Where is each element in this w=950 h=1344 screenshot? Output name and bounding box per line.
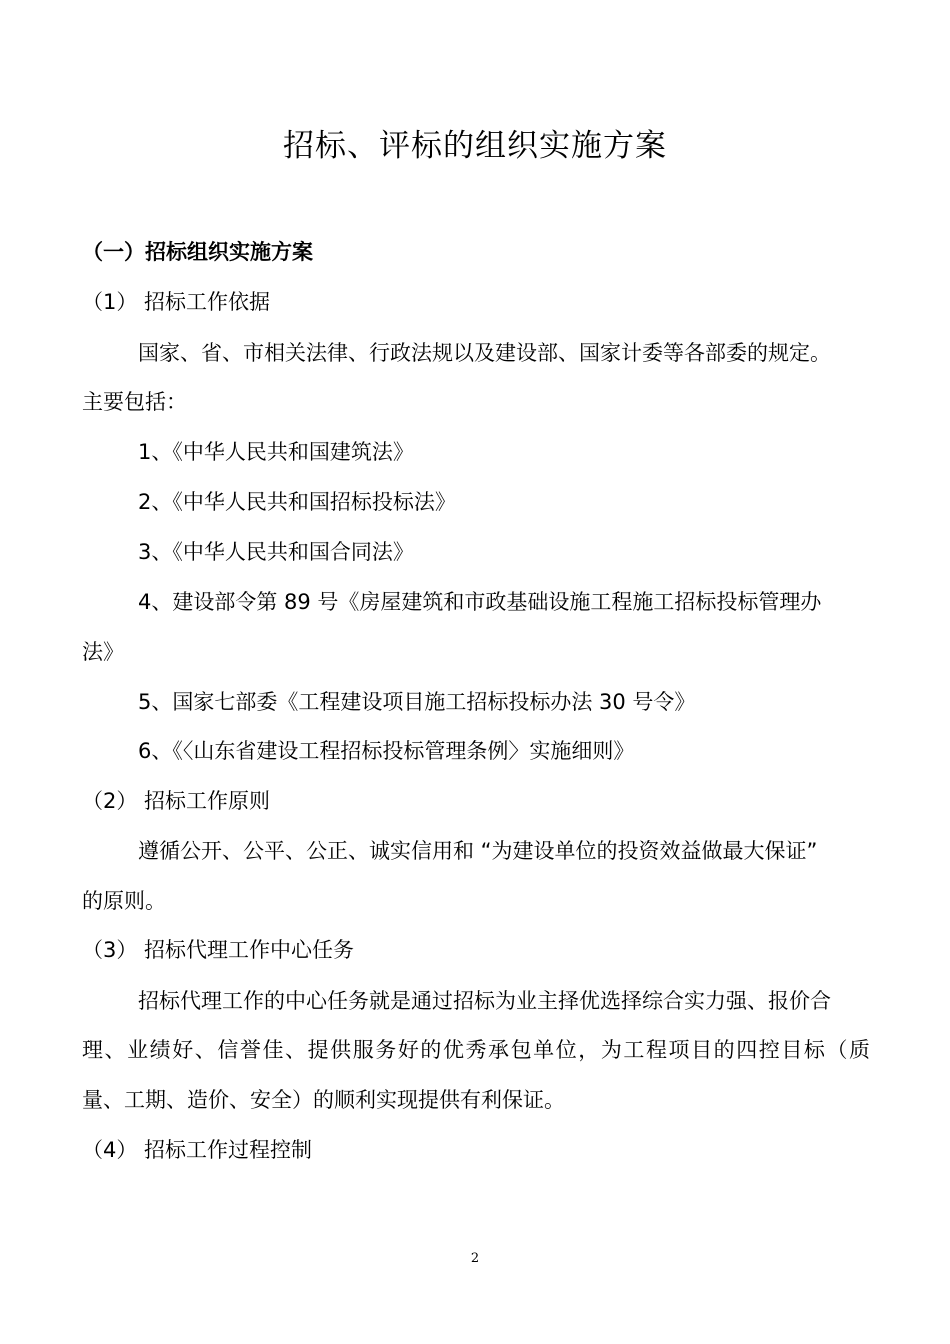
law-list-item: 3、《中华人民共和国合同法》 [138,540,414,564]
law-list-item: 4、建设部令第 89 号《房屋建筑和市政基础设施工程施工招标投标管理办 [138,590,822,614]
item-3-paragraph-line-2: 理、业绩好、信誉佳、提供服务好的优秀承包单位，为工程项目的四控目标（质 [82,1038,870,1062]
item-1-heading: （1） 招标工作依据 [82,290,271,314]
item-3-paragraph-line-1: 招标代理工作的中心任务就是通过招标为业主择优选择综合实力强、报价合 [138,989,831,1013]
law-list-item-continuation: 法》 [82,640,124,664]
law-list-item: 5、国家七部委《工程建设项目施工招标投标办法 30 号令》 [138,690,696,714]
item-3-heading: （3） 招标代理工作中心任务 [82,938,355,962]
law-list-item: 6、《〈山东省建设工程招标投标管理条例〉实施细则》 [138,739,635,763]
item-1-paragraph-line-1: 国家、省、市相关法律、行政法规以及建设部、国家计委等各部委的规定。 [138,341,831,365]
item-2-paragraph-line-2: 的原则。 [82,889,166,913]
law-list-item: 2、《中华人民共和国招标投标法》 [138,490,456,514]
item-3-paragraph-line-3: 量、工期、造价、安全）的顺利实现提供有利保证。 [82,1088,565,1112]
section-heading: （一）招标组织实施方案 [82,240,313,264]
item-2-heading: （2） 招标工作原则 [82,789,271,813]
document-title: 招标、评标的组织实施方案 [283,128,667,164]
item-2-paragraph-line-1: 遵循公开、公平、公正、诚实信用和 “为建设单位的投资效益做最大保证” [138,839,818,863]
item-4-heading: （4） 招标工作过程控制 [82,1138,313,1162]
law-list-item: 1、《中华人民共和国建筑法》 [138,440,414,464]
page-number: 2 [470,1251,480,1266]
item-1-paragraph-line-2: 主要包括： [82,390,187,414]
